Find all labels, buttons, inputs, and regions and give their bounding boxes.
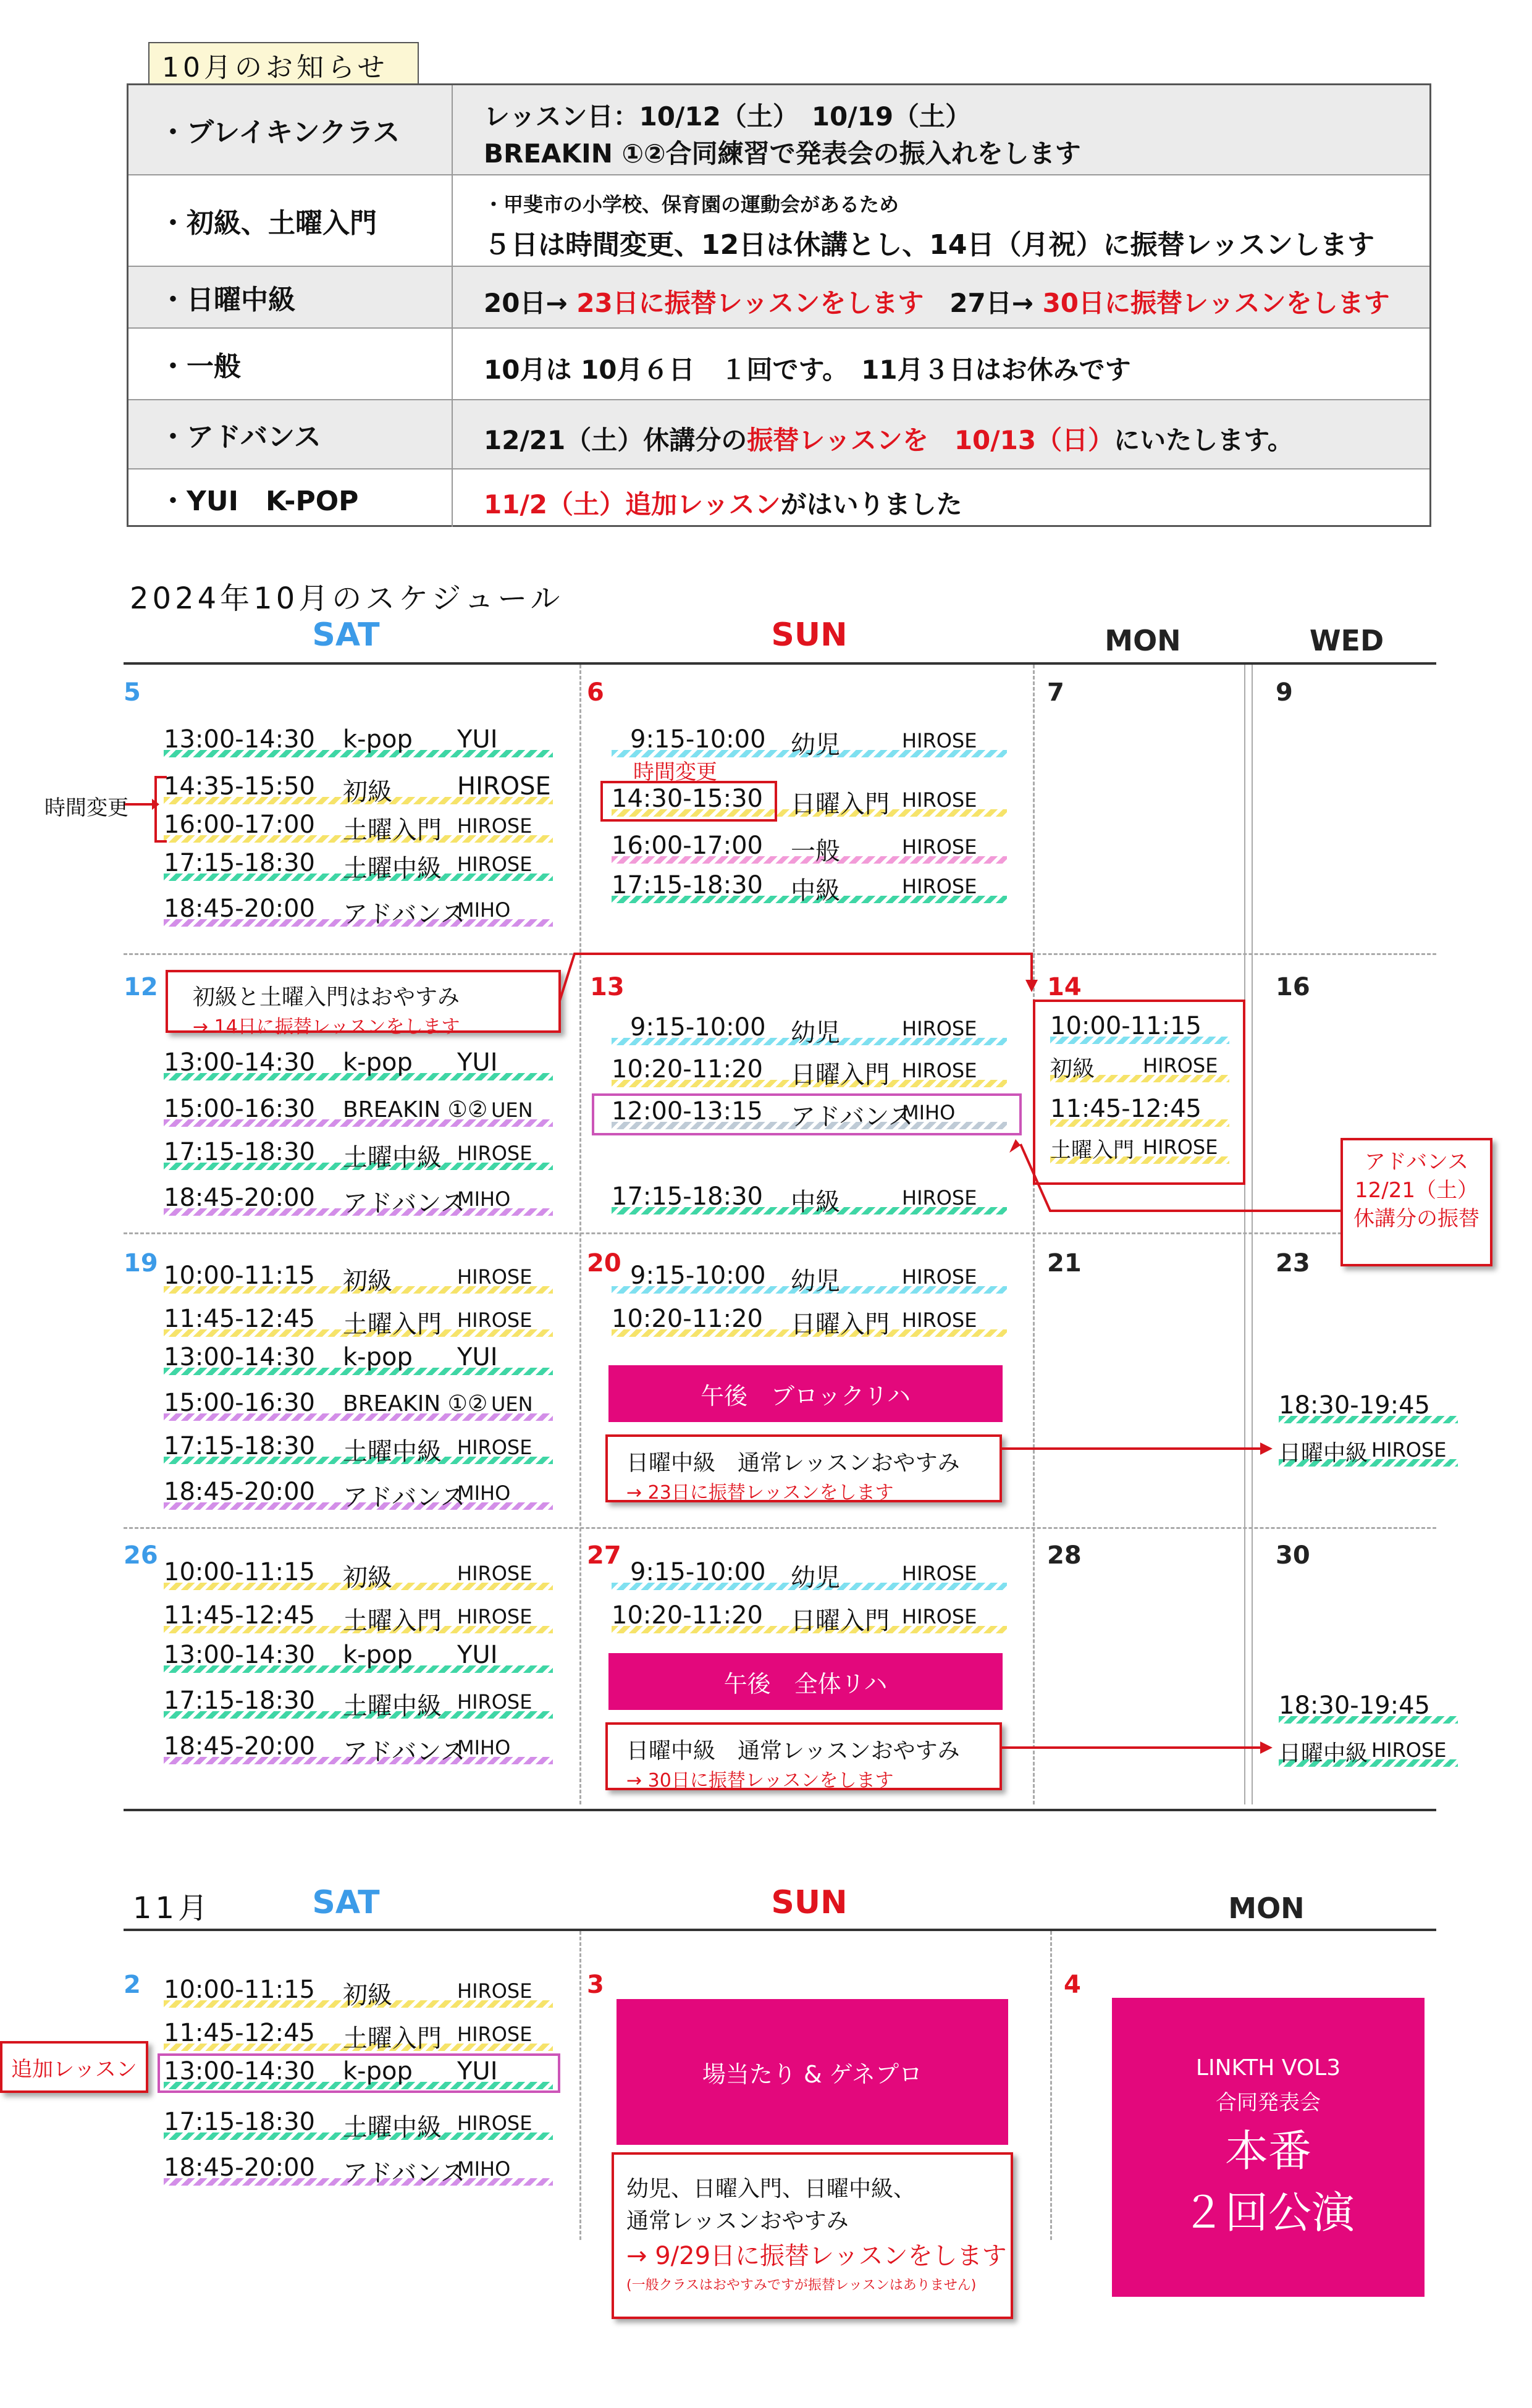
notice-row-general — [128, 329, 1429, 400]
header-sun: SUN — [771, 617, 848, 654]
arrow-icon — [988, 1137, 1347, 1217]
date-number: 6 — [587, 678, 604, 707]
schedule-entry: 9:15-10:00 幼児 HIROSE — [612, 1260, 1007, 1296]
header-wed: WED — [1309, 624, 1384, 657]
notice-table — [127, 83, 1431, 527]
date-number: 19 — [124, 1249, 158, 1278]
date-number: 9 — [1276, 678, 1293, 707]
grid-line — [1050, 1931, 1052, 2240]
schedule-entry: 18:45-20:00 アドバンス MIHO — [164, 893, 553, 929]
arrow-icon — [124, 797, 161, 812]
schedule-entry: 13:00-14:30 k-pop YUI — [164, 724, 553, 760]
changed-time-box — [600, 781, 777, 822]
added-lesson-label: 追加レッスン — [0, 2041, 148, 2093]
schedule-entry: 17:15-18:30 土曜中級 HIROSE — [164, 2107, 553, 2142]
schedule-entry: 11:45-12:45 — [1050, 1093, 1229, 1129]
schedule-entry: 15:00-16:30 BREAKIN ①② UEN — [164, 1093, 553, 1129]
header-mon: MON — [1105, 624, 1181, 657]
holiday-note-sub: → 23日に振替レッスンをします — [626, 1482, 894, 1504]
rehearsal-block: 午後 全体リハ — [608, 1653, 1003, 1710]
date-number: 27 — [587, 1541, 621, 1570]
date-number: 16 — [1276, 973, 1310, 1001]
date-number: 13 — [590, 973, 625, 1001]
november-top-rule — [124, 1929, 1436, 1931]
arrow-icon — [556, 945, 1050, 1007]
grid-double-line — [1244, 665, 1253, 1804]
notice-category: ・日曜中級 — [128, 267, 453, 327]
holiday-note-sub: → 14日に振替レッスンをします — [193, 1016, 460, 1038]
schedule-entry: 10:00-11:15 初級 HIROSE — [164, 1974, 553, 2010]
date-number: 7 — [1047, 678, 1064, 707]
november-title: 11月 — [133, 1891, 212, 1926]
schedule-entry: 18:45-20:00 アドバンス MIHO — [164, 2152, 553, 2188]
holiday-note: 幼児、日曜入門、日曜中級、 通常レッスンおやすみ → 9/29日に振替レッスンをします (一般クラスはおやすみですが振替レッスンはありません) — [612, 2152, 1013, 2319]
notice-text: BREAKIN ①②合同練習で発表会の振入れをします — [484, 138, 1081, 169]
schedule-entry: 17:15-18:30 土曜中級 HIROSE — [164, 1685, 553, 1721]
schedule-entry: 16:00-17:00 一般 HIROSE — [612, 830, 1007, 866]
header-sat: SAT — [312, 1884, 380, 1921]
schedule-entry: 18:30-19:45 — [1279, 1690, 1458, 1726]
schedule-entry: 日曜中級 HIROSE — [1279, 1733, 1458, 1769]
grid-line — [124, 1232, 1436, 1234]
notice-row-sunday-mid — [128, 267, 1429, 329]
notice-row-yui — [128, 469, 1429, 527]
time-change-note: 時間変更 — [633, 760, 717, 785]
schedule-entry: 14:30-15:30 日曜入門 HIROSE — [612, 783, 1007, 819]
notice-text: 12/21（土）休講分の振替レッスンを 10/13（日）にいたします。 — [484, 425, 1294, 455]
schedule-entry: 13:00-14:30 k-pop YUI — [164, 1640, 553, 1675]
header-sun: SUN — [771, 1884, 848, 1921]
notice-category: ・YUI K-POP — [128, 469, 453, 527]
schedule-entry: 初級 HIROSE — [1050, 1049, 1229, 1085]
date-number: 14 — [1047, 973, 1082, 1001]
schedule-entry: 11:45-12:45 土曜入門 HIROSE — [164, 1303, 553, 1339]
date-number: 4 — [1064, 1971, 1081, 1999]
schedule-entry: 12:00-13:15 アドバンス MIHO — [612, 1096, 1007, 1132]
schedule-entry: 14:35-15:50 初級 HIROSE — [164, 771, 553, 807]
calendar-bottom-rule — [124, 1809, 1436, 1811]
header-mon: MON — [1228, 1892, 1305, 1925]
notice-row-advance — [128, 400, 1429, 469]
schedule-entry: 10:00-11:15 初級 HIROSE — [164, 1260, 553, 1296]
notice-text: ・甲斐市の小学校、保育園の運動会があるため — [484, 193, 899, 216]
date-number: 5 — [124, 678, 141, 707]
notice-text: レッスン日：10/12（土） 10/19（土） — [484, 101, 972, 132]
schedule-entry: 10:20-11:20 日曜入門 HIROSE — [612, 1600, 1007, 1636]
schedule-entry: 9:15-10:00 幼児 HIROSE — [612, 1557, 1007, 1593]
holiday-note-main: 日曜中級 通常レッスンおやすみ — [626, 1450, 960, 1476]
grid-line — [579, 665, 581, 1804]
schedule-entry: 10:20-11:20 日曜入門 HIROSE — [612, 1303, 1007, 1339]
advance-makeup-box — [592, 1093, 1022, 1135]
arrow-icon — [1002, 1738, 1274, 1757]
schedule-entry: 日曜中級 HIROSE — [1279, 1433, 1458, 1469]
date-number: 23 — [1276, 1249, 1310, 1278]
schedule-entry: 13:00-14:30 k-pop YUI — [164, 1342, 553, 1378]
schedule-entry: 18:45-20:00 アドバンス MIHO — [164, 1476, 553, 1512]
notice-text: 10月は 10月６日 １回です。 11月３日はお休みです — [484, 355, 1131, 385]
holiday-note — [605, 1434, 1002, 1502]
schedule-entry: 17:15-18:30 土曜中級 HIROSE — [164, 1431, 553, 1467]
grid-line — [1033, 665, 1035, 1804]
grid-line — [124, 1527, 1436, 1529]
arrow-icon — [1002, 1439, 1274, 1458]
notice-text: 11/2（土）追加レッスンがはいりました — [484, 489, 962, 520]
date-number: 3 — [587, 1971, 604, 1999]
schedule-entry: 17:15-18:30 土曜中級 HIROSE — [164, 1137, 553, 1172]
schedule-entry: 10:00-11:15 初級 HIROSE — [164, 1557, 553, 1593]
notice-tag: 10月のお知らせ — [148, 42, 419, 88]
schedule-entry: 17:15-18:30 中級 HIROSE — [612, 1181, 1007, 1217]
schedule-entry: 17:15-18:30 中級 HIROSE — [612, 870, 1007, 906]
schedule-entry: 9:15-10:00 幼児 HIROSE — [612, 724, 1007, 760]
rehearsal-block: 場当たり & ゲネプロ — [617, 1999, 1008, 2145]
added-lesson-box — [158, 2053, 560, 2093]
schedule-entry: 15:00-16:30 BREAKIN ①② UEN — [164, 1387, 553, 1423]
holiday-note-main: 初級と土曜入門はおやすみ — [193, 985, 460, 1010]
schedule-entry: 10:00-11:15 — [1050, 1011, 1229, 1046]
holiday-note-sub: → 30日に振替レッスンをします — [626, 1770, 894, 1791]
schedule-entry: 13:00-14:30 k-pop YUI — [164, 2056, 553, 2092]
notice-category: ・アドバンス — [128, 400, 453, 468]
date-number: 2 — [124, 1971, 141, 1999]
time-change-label: 時間変更 — [44, 796, 128, 820]
october-title: 2024年10月のスケジュール — [130, 581, 564, 616]
holiday-note-main: 日曜中級 通常レッスンおやすみ — [626, 1738, 960, 1764]
performance-block: LINKTH VOL3 合同発表会 本番 ２回公演 — [1112, 1998, 1425, 2297]
schedule-entry: 18:45-20:00 アドバンス MIHO — [164, 1731, 553, 1767]
notice-category: ・初級、土曜入門 — [128, 175, 453, 266]
date-number: 20 — [587, 1249, 621, 1278]
notice-text: ５日は時間変更、12日は休講とし、14日（月祝）に振替レッスンします — [484, 229, 1375, 261]
schedule-entry: 18:45-20:00 アドバンス MIHO — [164, 1182, 553, 1218]
schedule-entry: 10:20-11:20 日曜入門 HIROSE — [612, 1054, 1007, 1090]
holiday-note — [166, 970, 561, 1038]
notice-text: 20日→ 23日に振替レッスンをします 27日→ 30日に振替レッスンをします — [484, 288, 1390, 318]
schedule-entry: 9:15-10:00 幼児 HIROSE — [612, 1012, 1007, 1048]
date-number: 30 — [1276, 1541, 1310, 1570]
schedule-entry: 土曜入門 HIROSE — [1050, 1130, 1229, 1166]
notice-row-beginner — [128, 175, 1429, 267]
schedule-entry: 18:30-19:45 — [1279, 1390, 1458, 1426]
date-number: 28 — [1047, 1541, 1082, 1570]
schedule-entry: 17:15-18:30 土曜中級 HIROSE — [164, 848, 553, 883]
grid-line — [579, 1931, 581, 2240]
date-number: 12 — [124, 973, 158, 1001]
schedule-entry: 11:45-12:45 土曜入門 HIROSE — [164, 2018, 553, 2053]
schedule-entry: 16:00-17:00 土曜入門 HIROSE — [164, 809, 553, 845]
date-number: 21 — [1047, 1249, 1082, 1278]
header-sat: SAT — [312, 617, 380, 654]
notice-category: ・一般 — [128, 329, 453, 399]
calendar-top-rule — [124, 662, 1436, 665]
date-number: 26 — [124, 1541, 158, 1570]
notice-category: ・ブレイキンクラス — [128, 85, 453, 174]
rehearsal-block: 午後 ブロックリハ — [608, 1365, 1003, 1422]
advance-note: アドバンス 12/21（土） 休講分の振替 — [1340, 1138, 1492, 1266]
holiday-note — [605, 1722, 1002, 1790]
schedule-entry: 11:45-12:45 土曜入門 HIROSE — [164, 1600, 553, 1636]
notice-row-breakin — [128, 85, 1429, 175]
schedule-entry: 13:00-14:30 k-pop YUI — [164, 1047, 553, 1083]
